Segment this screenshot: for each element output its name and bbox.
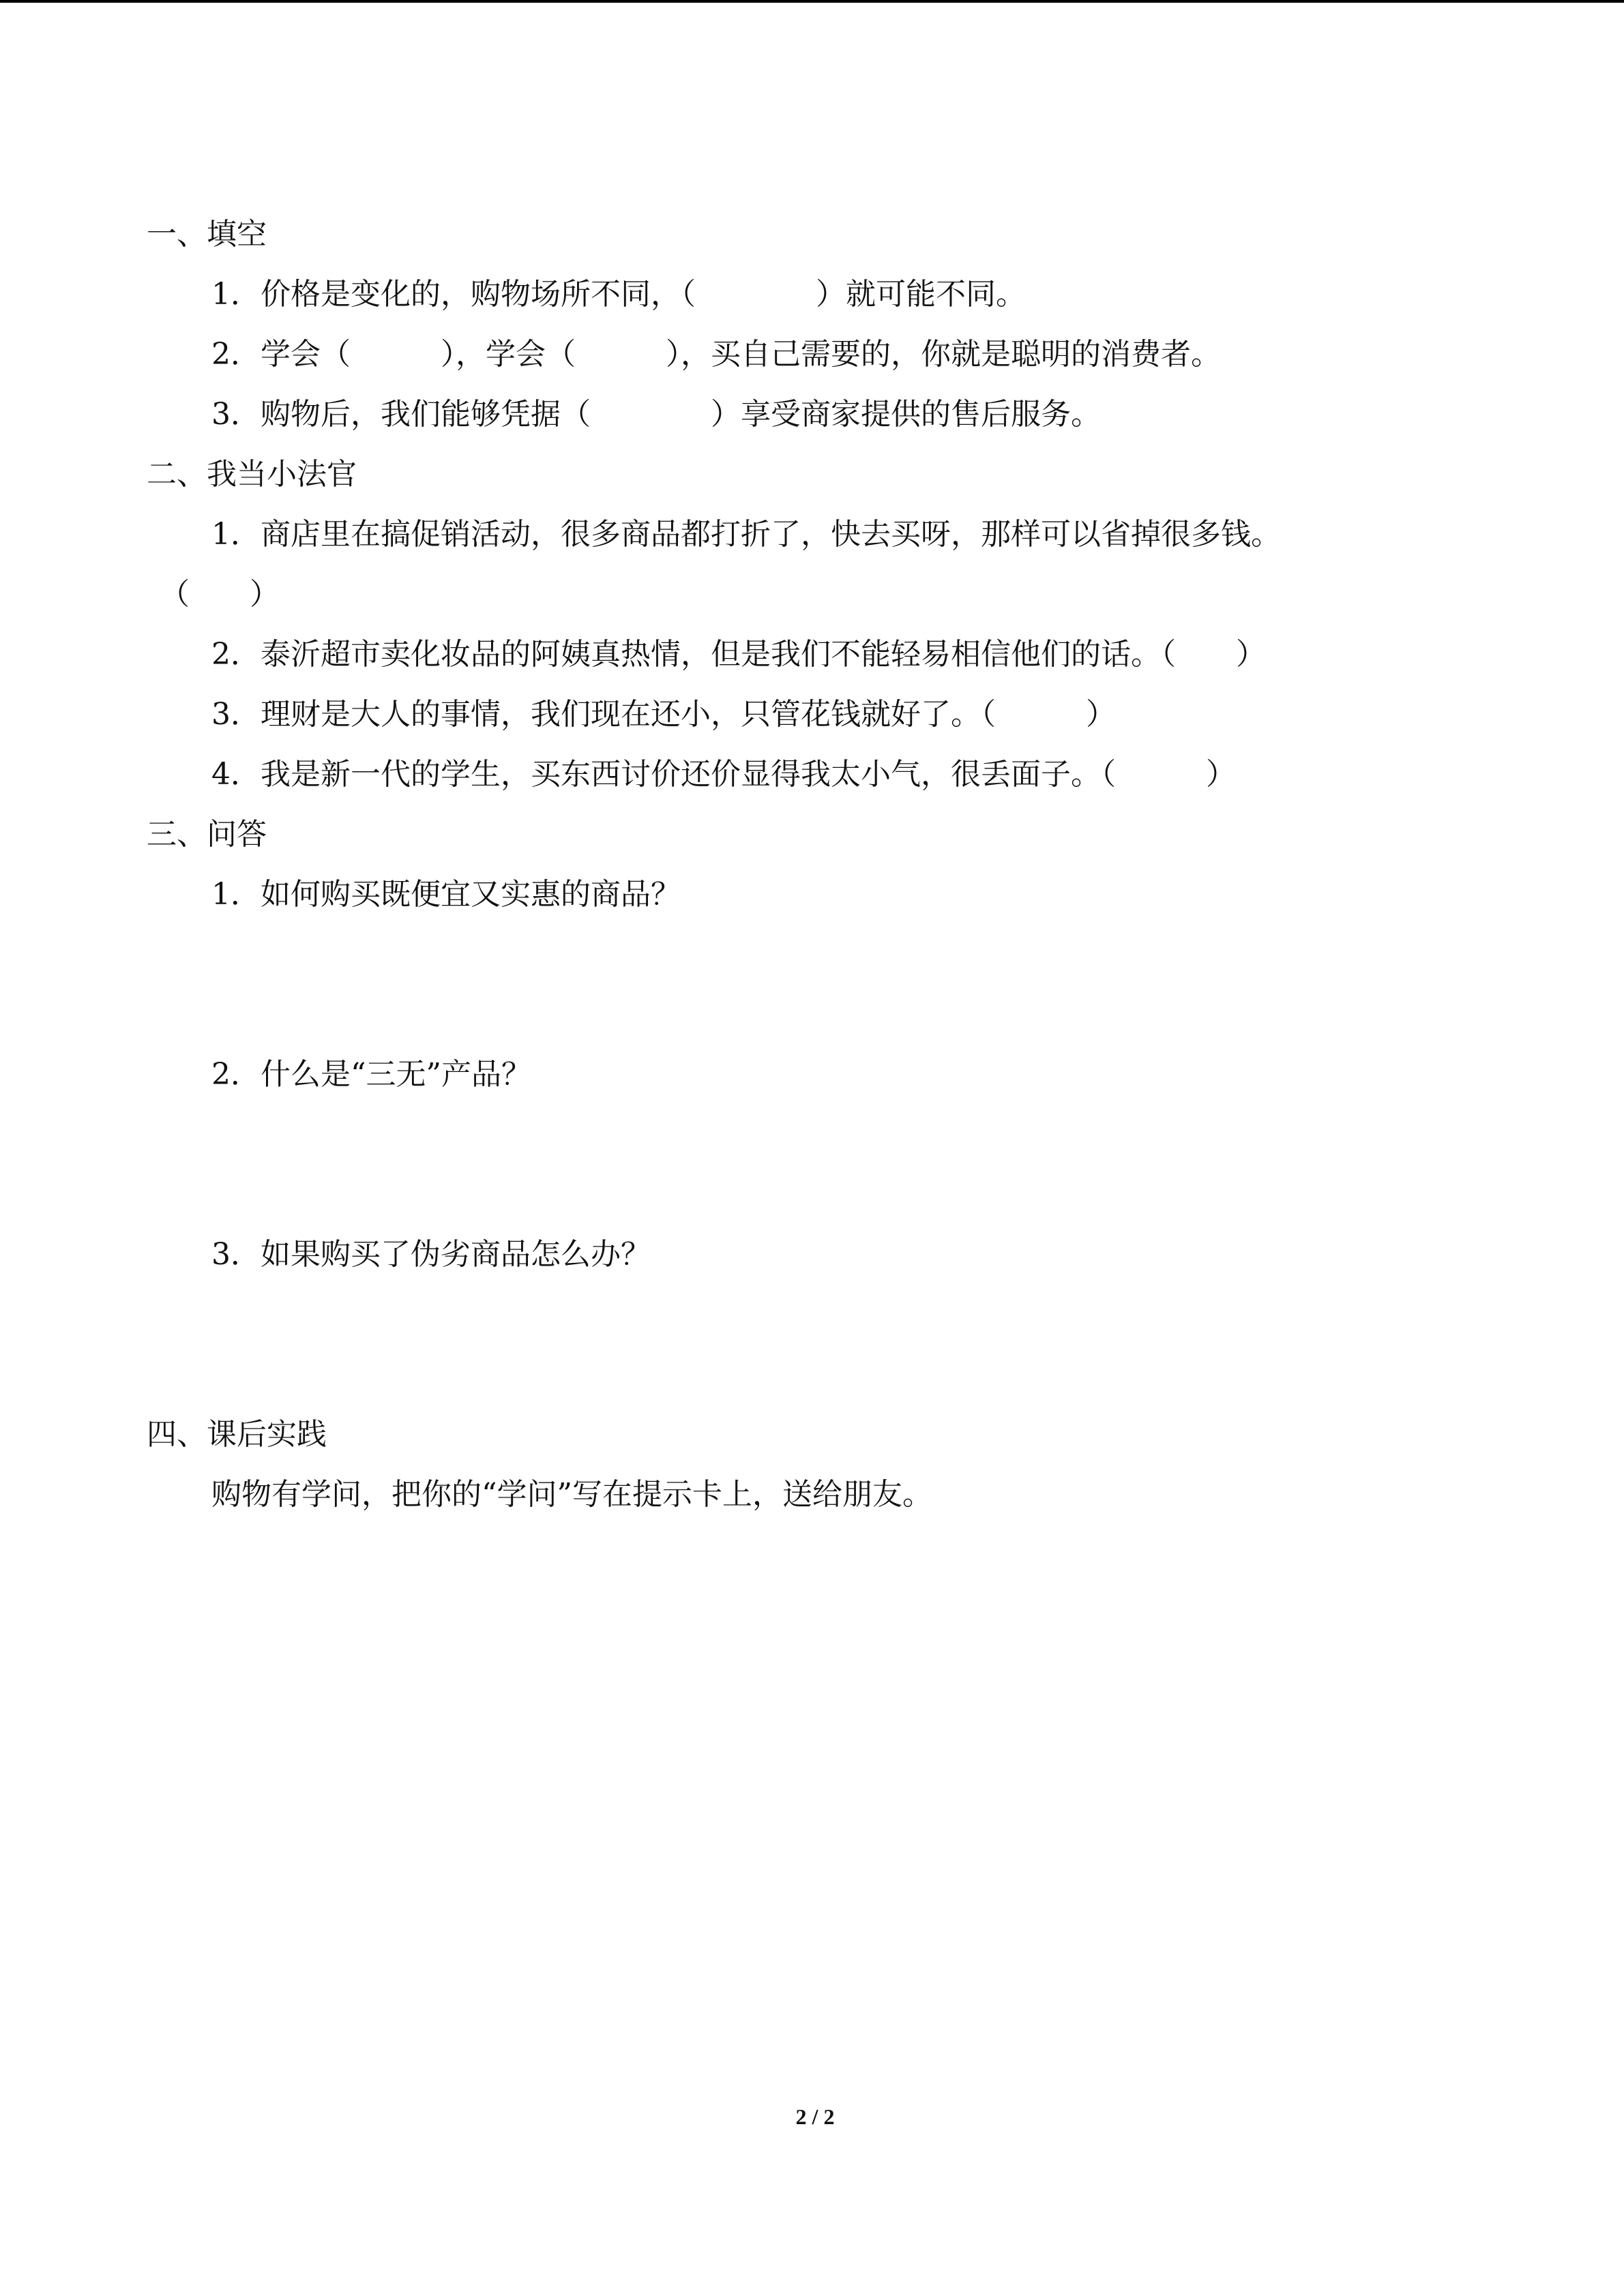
qa-question-3: 3．如果购买了伪劣商品怎么办？ [211, 1237, 651, 1272]
fill-blank-question-2: 2．学会（ ），学会（ ），买自己需要的，你就是聪明的消费者。 [211, 337, 1221, 372]
qa-question-2: 2．什么是“三无”产品？ [211, 1057, 531, 1092]
qa-question-1: 1．如何购买既便宜又实惠的商品？ [211, 877, 681, 912]
page-number: 2 / 2 [795, 2104, 835, 2129]
section-2-heading: 二、我当小法官 [147, 457, 357, 492]
fill-blank-question-3: 3．购物后，我们能够凭据（ ）享受商家提供的售后服务。 [211, 397, 1101, 432]
section-4-heading: 四、课后实践 [147, 1417, 327, 1452]
judge-question-2: 2．泰沂超市卖化妆品的阿姨真热情，但是我们不能轻易相信他们的话。（ ） [211, 637, 1266, 672]
section-1-heading: 一、填空 [147, 217, 267, 252]
top-border-rule [0, 0, 1624, 3]
fill-blank-question-1: 1．价格是变化的，购物场所不同，（ ）就可能不同。 [211, 277, 1026, 312]
judge-question-4: 4．我是新一代的学生，买东西讨价还价显得我太小气，很丢面子。（ ） [211, 757, 1236, 792]
judge-question-1-answer-blank: （ ） [160, 577, 280, 612]
practice-instruction: 购物有学问，把你的“学问”写在提示卡上，送给朋友。 [211, 1477, 932, 1512]
judge-question-1: 1．商店里在搞促销活动，很多商品都打折了，快去买呀，那样可以省掉很多钱。 [211, 517, 1281, 552]
judge-question-3: 3．理财是大人的事情，我们现在还小，只管花钱就好了。（ ） [211, 697, 1116, 732]
section-3-heading: 三、问答 [147, 817, 267, 852]
